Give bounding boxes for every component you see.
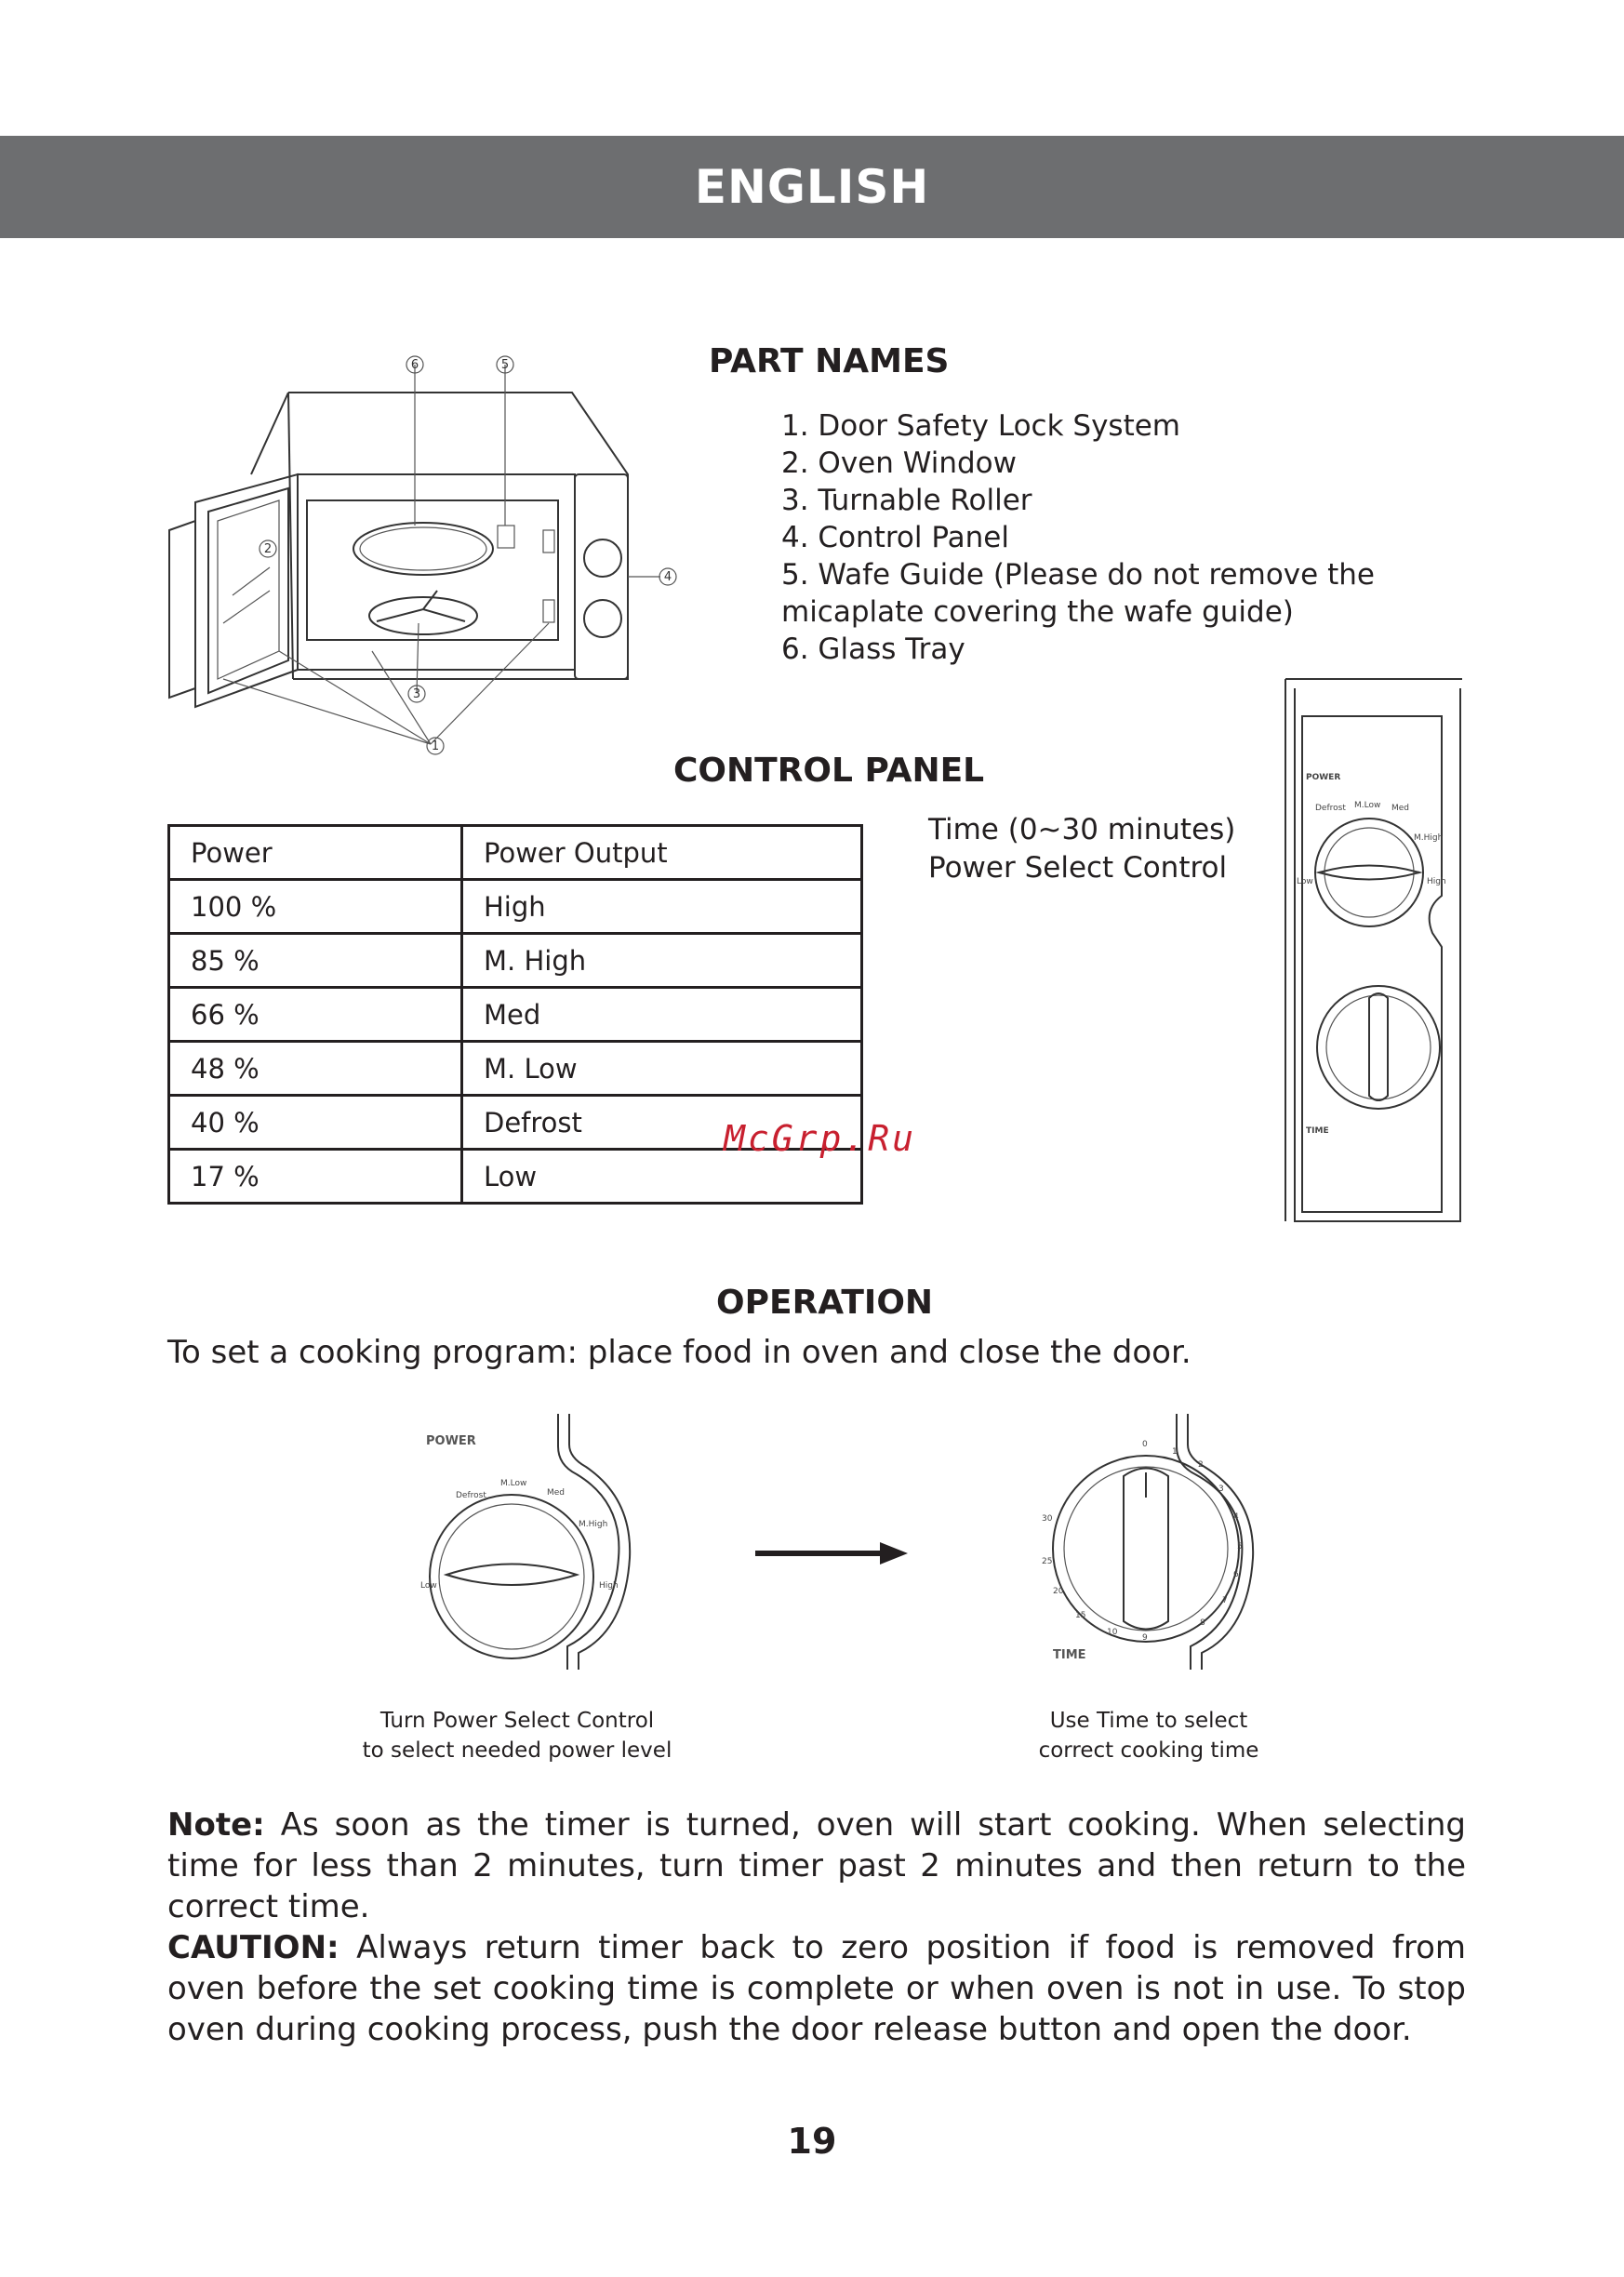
microwave-diagram: [158, 344, 698, 763]
glass-tray: [353, 523, 493, 575]
table-cell: M. Low: [462, 1042, 862, 1096]
svg-text:M.Low: M.Low: [500, 1479, 527, 1488]
table-cell: 40 %: [169, 1096, 462, 1150]
power-dial-illustration: [409, 1409, 642, 1670]
svg-text:M.Low: M.Low: [1354, 801, 1381, 810]
svg-text:6: 6: [410, 358, 419, 372]
note-text: As soon as the timer is turned, oven will start cooking. When selecting time for less than 2 minutes, turn timer past 2 minutes and then return to the correct time.: [167, 1806, 1466, 1925]
svg-text:2: 2: [1198, 1460, 1204, 1470]
operation-intro: To set a cooking program: place food in oven and close the door.: [167, 1334, 1191, 1371]
caution-label: CAUTION:: [167, 1929, 339, 1966]
svg-text:POWER: POWER: [426, 1434, 476, 1448]
svg-text:4: 4: [1233, 1512, 1239, 1522]
svg-text:High: High: [1427, 877, 1446, 886]
svg-text:3: 3: [1218, 1485, 1224, 1494]
svg-text:M.High: M.High: [1414, 833, 1444, 843]
note-paragraph: [167, 1804, 1466, 1927]
svg-text:25: 25: [1042, 1557, 1053, 1566]
callout-1: [427, 738, 444, 754]
time-label: Time (0~30 minutes): [928, 813, 1236, 846]
caution-paragraph: [167, 1927, 1466, 2050]
watermark: McGrp.Ru: [724, 1118, 917, 1159]
control-panel-illustration: [1284, 677, 1470, 1226]
part-names-list: [781, 407, 1470, 668]
table-cell: 85 %: [169, 934, 462, 988]
list-item: 2. Oven Window: [781, 446, 1017, 480]
svg-text:3: 3: [412, 687, 421, 701]
table-row: [169, 934, 862, 988]
svg-text:5: 5: [1237, 1542, 1243, 1551]
svg-text:High: High: [599, 1581, 619, 1591]
page-title: ENGLISH: [694, 160, 930, 214]
table-cell: 66 %: [169, 988, 462, 1042]
power-select-label: Power Select Control: [928, 851, 1228, 885]
caption-line: to select needed power level: [362, 1738, 672, 1763]
svg-text:TIME: TIME: [1053, 1648, 1086, 1662]
operation-heading: OPERATION: [716, 1284, 934, 1322]
svg-text:30: 30: [1042, 1514, 1053, 1524]
table-row: [169, 1042, 862, 1096]
svg-text:TIME: TIME: [1306, 1126, 1329, 1136]
table-cell: Low: [462, 1150, 862, 1204]
svg-text:6: 6: [1233, 1570, 1239, 1579]
caution-text: Always return timer back to zero position if food is removed from oven before the set cooking time is complete or when oven is not in use. To stop oven during cooking process, push the door release button and open the door.: [167, 1929, 1466, 2048]
caption-line: Use Time to select: [1049, 1709, 1248, 1733]
caption-power: [331, 1706, 703, 1765]
list-item: 1. Door Safety Lock System: [781, 409, 1180, 443]
svg-text:Low: Low: [420, 1581, 437, 1591]
svg-text:0: 0: [1142, 1440, 1148, 1449]
table-header-cell: Power Output: [462, 826, 862, 880]
control-panel-labels: [928, 811, 1235, 887]
table-cell: 48 %: [169, 1042, 462, 1096]
callout-6: [406, 356, 423, 373]
header-banner: [0, 136, 1624, 238]
caption-line: Turn Power Select Control: [379, 1709, 655, 1733]
table-cell: High: [462, 880, 862, 934]
control-panel-heading: CONTROL PANEL: [673, 752, 985, 790]
table-cell: 100 %: [169, 880, 462, 934]
callout-3: [408, 686, 425, 702]
arrow-right-icon: [753, 1539, 912, 1567]
table-cell: Med: [462, 988, 862, 1042]
svg-text:4: 4: [663, 570, 672, 584]
svg-text:Defrost: Defrost: [1315, 804, 1346, 813]
table-header-cell: Power: [169, 826, 462, 880]
svg-text:M.High: M.High: [579, 1520, 608, 1529]
svg-text:9: 9: [1142, 1633, 1148, 1643]
table-row: [169, 826, 862, 880]
svg-text:1: 1: [1172, 1447, 1178, 1457]
list-item: 5. Wafe Guide (Please do not remove the micaplate covering the wafe guide): [781, 558, 1375, 629]
turntable-roller: [369, 597, 477, 634]
callout-4: [659, 568, 676, 585]
list-item: 3. Turnable Roller: [781, 484, 1032, 517]
svg-text:15: 15: [1075, 1611, 1086, 1620]
note-label: Note:: [167, 1806, 265, 1844]
caption-time: [963, 1706, 1335, 1765]
svg-text:20: 20: [1053, 1587, 1064, 1596]
svg-text:2: 2: [263, 542, 273, 556]
page-number: 19: [787, 2121, 837, 2162]
svg-text:1: 1: [431, 739, 440, 753]
part-names-heading: PART NAMES: [709, 342, 950, 380]
callout-2: [260, 540, 276, 557]
svg-text:7: 7: [1222, 1596, 1228, 1605]
table-row: [169, 988, 862, 1042]
caption-line: correct cooking time: [1038, 1738, 1259, 1763]
table-cell: Defrost: [462, 1096, 862, 1150]
svg-text:8: 8: [1200, 1618, 1205, 1628]
svg-text:Defrost: Defrost: [456, 1491, 486, 1500]
svg-text:POWER: POWER: [1306, 773, 1341, 782]
table-cell: 17 %: [169, 1150, 462, 1204]
list-item: 6. Glass Tray: [781, 632, 965, 666]
svg-text:5: 5: [500, 358, 510, 372]
list-item: 4. Control Panel: [781, 521, 1009, 554]
svg-text:Med: Med: [547, 1488, 566, 1498]
table-cell: M. High: [462, 934, 862, 988]
callout-5: [497, 356, 513, 373]
timer-dial-illustration: [1023, 1409, 1265, 1670]
table-row: [169, 880, 862, 934]
svg-text:10: 10: [1107, 1628, 1118, 1637]
svg-text:Med: Med: [1391, 804, 1410, 813]
svg-text:Low: Low: [1297, 877, 1313, 886]
